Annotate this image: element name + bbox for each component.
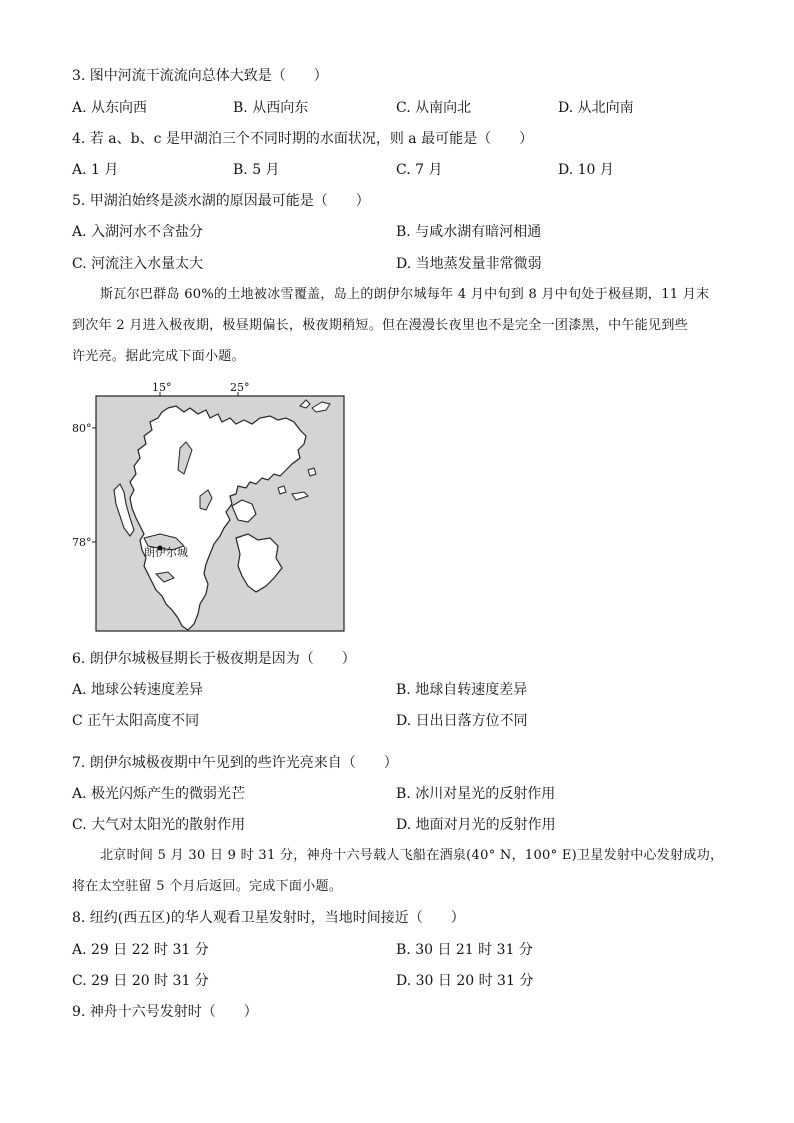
q4-option-b: B. 5 月 xyxy=(233,162,280,178)
q7-option-c: C. 大气对太阳光的散射作用 xyxy=(72,817,246,833)
lat-label-78: 78° xyxy=(72,536,92,549)
q3-option-d: D. 从北向南 xyxy=(558,100,634,116)
lon-label-15: 15° xyxy=(152,381,172,394)
q3-option-a: A. 从东向西 xyxy=(72,100,148,116)
lon-label-25: 25° xyxy=(230,381,250,394)
q7-option-d: D. 地面对月光的反射作用 xyxy=(396,817,556,833)
question-7-stem: 7. 朗伊尔城极夜期中午见到的些许光亮来自（ ） xyxy=(72,755,398,771)
passage-2-line-2: 将在太空驻留 5 个月后返回。完成下面小题。 xyxy=(72,879,343,894)
q8-option-a: A. 29 日 22 时 31 分 xyxy=(72,942,209,958)
q8-option-b: B. 30 日 21 时 31 分 xyxy=(396,942,533,958)
question-6-stem: 6. 朗伊尔城极昼期长于极夜期是因为（ ） xyxy=(72,651,356,667)
q7-option-b: B. 冰川对星光的反射作用 xyxy=(396,786,556,802)
q3-option-b: B. 从西向东 xyxy=(233,100,309,116)
q5-option-b: B. 与咸水湖有暗河相通 xyxy=(396,224,542,240)
question-3-stem: 3. 图中河流干流流向总体大致是（ ） xyxy=(72,68,328,84)
q4-option-a: A. 1 月 xyxy=(72,162,119,178)
question-4-stem: 4. 若 a、b、c 是甲湖泊三个不同时期的水面状况，则 a 最可能是（ ） xyxy=(72,131,534,147)
question-9-stem: 9. 神舟十六号发射时（ ） xyxy=(72,1004,258,1020)
q5-option-a: A. 入湖河水不含盐分 xyxy=(72,224,204,240)
q8-option-c: C. 29 日 20 时 31 分 xyxy=(72,973,209,989)
passage-1-line-1: 斯瓦尔巴群岛 60%的土地被冰雪覆盖，岛上的朗伊尔城每年 4 月中旬到 8 月中旬处于极昼期，11 月末 xyxy=(100,287,710,302)
q8-option-d: D. 30 日 20 时 31 分 xyxy=(396,973,534,989)
q6-option-b: B. 地球自转速度差异 xyxy=(396,682,528,698)
east-islet-2 xyxy=(308,468,316,476)
q6-option-a: A. 地球公转速度差异 xyxy=(72,682,204,698)
q3-option-c: C. 从南向北 xyxy=(396,100,472,116)
q5-option-d: D. 当地蒸发量非常微弱 xyxy=(396,256,542,272)
east-islet-1 xyxy=(278,486,286,494)
q4-option-d: D. 10 月 xyxy=(558,162,614,178)
q7-option-a: A. 极光闪烁产生的微弱光芒 xyxy=(72,786,246,802)
q6-option-d: D. 日出日落方位不同 xyxy=(396,713,528,729)
q6-option-c: C 正午太阳高度不同 xyxy=(72,713,200,729)
q5-option-c: C. 河流注入水量太大 xyxy=(72,256,204,272)
svalbard-map xyxy=(60,378,360,636)
passage-1-line-2: 到次年 2 月进入极夜期，极昼期偏长，极夜期稍短。但在漫漫长夜里也不是完全一团漆黑，中午能见到些 xyxy=(72,318,688,333)
question-8-stem: 8. 纽约(西五区)的华人观看卫星发射时，当地时间接近（ ） xyxy=(72,910,465,926)
city-label-longyearbyen: 朗伊尔城 xyxy=(144,546,188,559)
q4-option-c: C. 7 月 xyxy=(396,162,443,178)
question-5-stem: 5. 甲湖泊始终是淡水湖的原因最可能是（ ） xyxy=(72,193,370,209)
passage-1-line-3: 许光亮。据此完成下面小题。 xyxy=(72,349,245,364)
lat-label-80: 80° xyxy=(72,422,92,435)
passage-2-line-1: 北京时间 5 月 30 日 9 时 31 分，神舟十六号载人飞船在酒泉(40° N，100° E)卫星发射中心发射成功， xyxy=(100,848,724,863)
